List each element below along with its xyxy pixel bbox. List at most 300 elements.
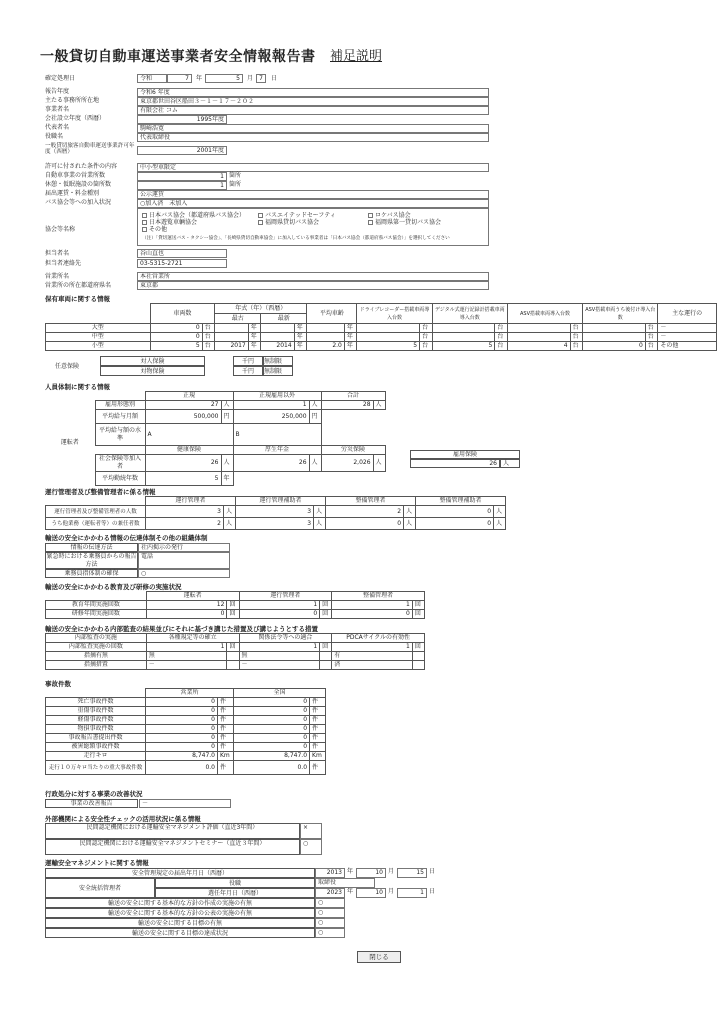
audit-dropdown[interactable]	[227, 652, 239, 661]
external-heading: 外部機関による安全性チェックの活用状況に係る情報	[45, 815, 201, 823]
unit: 人	[224, 506, 236, 518]
vehicle-cell[interactable]	[261, 333, 294, 342]
basic-label: バス協会等への加入状況	[45, 199, 112, 206]
close-button[interactable]: 閉じる	[357, 951, 401, 963]
unit: 台	[495, 324, 508, 333]
basic-label: 休憩・仮眠施設の箇所数	[45, 181, 112, 188]
edu-row-label: 研修年間実施回数	[46, 610, 147, 619]
staff-cell[interactable]: 28	[321, 401, 373, 410]
insurance-option[interactable]: 無制限	[263, 366, 293, 376]
vehicle-cell[interactable]	[432, 324, 495, 333]
staff-cell[interactable]: 250,000	[233, 410, 309, 424]
basic-label: 報告年度	[45, 88, 70, 95]
basic-field[interactable]: 令和6 年度	[137, 88, 489, 97]
mgr-col: 運行管理補助者	[236, 497, 326, 506]
safety-month[interactable]: 10	[356, 888, 386, 898]
vehicle-cell[interactable]: その他	[658, 342, 717, 351]
comm-label: 緊急時における乗務員からの報告方法	[46, 553, 137, 568]
assoc-item[interactable]: 福岡県第一貸切バス協会	[375, 219, 442, 226]
safety-day[interactable]: 15	[397, 868, 427, 878]
mgr-cell[interactable]: 2	[326, 506, 404, 518]
unit: 年	[221, 472, 233, 486]
assoc-item[interactable]: 福岡県貸切バス協会	[265, 219, 320, 226]
audit-cell[interactable]: －	[239, 661, 320, 670]
acc-row-label: 被害総額事故件数	[46, 743, 146, 752]
insurance-kind: 対人保険	[100, 356, 205, 366]
unit: 月	[388, 888, 395, 895]
audit-dropdown[interactable]	[412, 661, 424, 670]
unit: 円	[221, 410, 233, 424]
page-title: 一般貸切自動車運送事業者安全情報報告書	[40, 49, 316, 65]
unit: 台	[570, 342, 583, 351]
basic-label: 届出運賃・料金種別	[45, 190, 100, 197]
unit: 人	[309, 401, 321, 410]
unit: 台	[645, 333, 658, 342]
unit: 台	[202, 342, 215, 351]
comm-select[interactable]: ○	[138, 569, 230, 578]
basic-label: 自動車事業の営業所数	[45, 172, 106, 179]
unit: 人	[221, 455, 233, 472]
basic-field[interactable]: 公示運賃	[137, 190, 489, 199]
contact-name-label: 担当者名	[45, 250, 70, 257]
audit-cell[interactable]: 1	[332, 643, 413, 652]
acc-cell[interactable]: 0	[234, 734, 310, 743]
basic-field[interactable]: 2001年度	[137, 146, 227, 155]
unit: 台	[420, 333, 433, 342]
unit: 回	[320, 601, 332, 610]
safety-policy-label: 輸送の安全に関する目標の達成状況	[45, 928, 315, 938]
safety-policy-label: 輸送の安全に関する基本的な方針の公表の実施の有無	[45, 908, 315, 918]
vehicle-cell[interactable]	[261, 324, 294, 333]
staff-driver-label: 運転者	[60, 439, 79, 446]
basic-field[interactable]: 有限会社 コム	[137, 106, 489, 115]
basic-label: 役職名	[45, 133, 64, 140]
audit-col: PDCAサイクルの有効性	[332, 634, 425, 643]
vehicle-cell[interactable]: 2017	[215, 342, 248, 351]
col-dg: デジタル式運行記録計搭載車両導入台数	[432, 304, 507, 324]
acc-cell[interactable]: 0.0	[146, 761, 218, 775]
unit: 回	[227, 601, 239, 610]
unit: 人	[404, 506, 416, 518]
audit-row-label: 指摘措置	[46, 661, 147, 670]
external-row-label: 民間認定機関における運輸安全マネジメントセミナー（直近３年間）	[45, 839, 300, 855]
vehicle-cell[interactable]: －	[658, 333, 717, 342]
edu-table	[45, 591, 425, 619]
safety-month[interactable]: 10	[356, 868, 386, 878]
acc-cell[interactable]: 0	[234, 743, 310, 752]
safety-row-label: 役職	[155, 878, 315, 888]
col-newest: 最新	[261, 314, 307, 324]
basic-label: 事業者名	[45, 106, 70, 113]
basic-field[interactable]: 1	[137, 181, 227, 190]
acc-cell[interactable]: 8,747.0	[234, 752, 310, 761]
unit: 回	[227, 610, 239, 619]
unit: Km	[218, 752, 234, 761]
staff-cell[interactable]: 2,026	[321, 455, 373, 472]
office-name[interactable]: 本社営業所	[137, 272, 489, 281]
unit: 年	[347, 888, 354, 895]
acc-row-label: 走行１０万キロ当たりの重大事故件数	[46, 761, 146, 775]
confirm-era[interactable]: 令和	[137, 74, 167, 83]
basic-label: 一般貸切旅客自動車運送事業許可年度（西暦）	[45, 143, 135, 156]
comm-label: 情報の伝達方法	[45, 543, 138, 552]
mgr-cell[interactable]: 0	[416, 506, 494, 518]
unit: 台	[645, 324, 658, 333]
unit: 人	[494, 506, 506, 518]
vehicle-cell: 小型	[46, 342, 151, 351]
vehicle-cell[interactable]	[215, 324, 248, 333]
unit: 台	[420, 342, 433, 351]
vehicle-cell[interactable]: 4	[507, 342, 570, 351]
unit: 人	[314, 506, 326, 518]
safety-year[interactable]: 2023	[315, 888, 345, 898]
mgr-col: 運行管理者	[146, 497, 236, 506]
comm-select[interactable]: 電話	[138, 552, 230, 569]
unit: 人	[224, 518, 236, 530]
staff-row-label: 平均給与額の水準	[95, 424, 145, 446]
unit: 台	[495, 333, 508, 342]
vehicle-cell[interactable]: 0	[150, 324, 202, 333]
vehicle-cell[interactable]	[307, 324, 345, 333]
unit: 日	[429, 888, 436, 895]
mgr-col: 整備管理者	[326, 497, 416, 506]
mgr-col: 整備管理補助者	[416, 497, 506, 506]
unit: 台	[570, 324, 583, 333]
vehicle-cell[interactable]: 0	[150, 333, 202, 342]
safety-policy-select[interactable]: ○	[315, 908, 345, 918]
insurance-unit: 千円	[233, 366, 263, 376]
unit: 回	[412, 610, 424, 619]
acc-col: 営業所	[146, 689, 234, 698]
acc-cell[interactable]: 0	[146, 716, 218, 725]
staff-cell[interactable]: 26	[145, 455, 221, 472]
audit-dropdown[interactable]	[320, 661, 332, 670]
vehicle-cell[interactable]: －	[658, 324, 717, 333]
vehicle-cell: 中型	[46, 333, 151, 342]
staff-cell[interactable]: 27	[145, 401, 221, 410]
acc-row-label: 軽傷事故件数	[46, 716, 146, 725]
staff-cell[interactable]: 1	[233, 401, 309, 410]
acc-cell[interactable]: 0	[234, 716, 310, 725]
insurance-option[interactable]: 無制限	[263, 356, 293, 366]
edu-cell[interactable]: 1	[332, 601, 413, 610]
audit-sublabel: 内部監査の実施	[46, 634, 147, 643]
acc-cell[interactable]: 0.0	[234, 761, 310, 775]
vehicle-cell[interactable]	[432, 333, 495, 342]
office-pref[interactable]: 東京都	[137, 281, 489, 290]
vehicle-cell[interactable]: 2014	[261, 342, 294, 351]
basic-field[interactable]: 東京都世田谷区船田３－１－１７－２０２	[137, 97, 489, 106]
unit: 回	[412, 643, 424, 652]
basic-label: 会社設立年度（西暦）	[45, 115, 106, 122]
unit: 件	[310, 707, 326, 716]
unit: 人	[314, 518, 326, 530]
unit: 人	[404, 518, 416, 530]
comm-label: 乗務員指体制の確保	[45, 569, 138, 578]
vehicle-cell[interactable]	[215, 333, 248, 342]
unit: 件	[218, 743, 234, 752]
acc-cell[interactable]: 0	[146, 707, 218, 716]
basic-label: 代表者名	[45, 124, 70, 131]
unit: 回	[227, 643, 239, 652]
vehicle-cell[interactable]: 2.0	[307, 342, 345, 351]
unit: 日	[429, 868, 436, 875]
admin-select[interactable]: －	[139, 799, 231, 808]
staff-cell[interactable]: 500,000	[145, 410, 221, 424]
col-year: 年式（年）（西暦）	[215, 304, 307, 314]
assoc-item[interactable]: その他	[149, 226, 168, 233]
insurance-label: 任意保険	[55, 363, 80, 370]
unit: 回	[412, 601, 424, 610]
assoc-item[interactable]: 日本バス協会（都道府県バス協会）	[149, 212, 246, 219]
assoc-label: 協会等名称	[45, 226, 76, 233]
acc-cell[interactable]: 0	[234, 698, 310, 707]
unit: 年	[347, 868, 354, 875]
edu-cell[interactable]: 1	[239, 601, 320, 610]
confirm-month-unit: 月	[247, 75, 254, 82]
comm-heading: 輸送の安全にかかわる情報の伝達体制その他の組織体制	[45, 534, 208, 542]
vehicles-table	[45, 303, 717, 351]
unit: 月	[388, 868, 395, 875]
unit: 件	[218, 761, 234, 775]
audit-cell[interactable]: 1	[239, 643, 320, 652]
insurance-kind: 対物保険	[100, 366, 205, 376]
confirm-day-unit: 日	[271, 75, 278, 82]
assoc-note: （注）「貸切運送バス・タクシー協会」、「長崎県貸切自動車協会」に加入している事業者は「日本バス協会（都道府県バス協会）」を選択してください	[142, 236, 450, 241]
unit: 台	[202, 324, 215, 333]
staff-cell[interactable]: 5	[145, 472, 221, 486]
contact-name[interactable]: 谷山直也	[137, 249, 227, 258]
unit: 人	[500, 459, 520, 468]
accident-table	[45, 688, 326, 775]
edu-cell[interactable]: 0	[146, 610, 227, 619]
unit: 年	[294, 342, 307, 351]
staff-row-label: 平均給与月額	[95, 410, 145, 424]
unit: Km	[310, 752, 326, 761]
acc-cell[interactable]: 0	[146, 698, 218, 707]
vehicle-cell[interactable]	[507, 324, 570, 333]
edu-cell[interactable]: 12	[146, 601, 227, 610]
audit-cell[interactable]: 無	[239, 652, 320, 661]
ins-col: 厚生年金	[233, 446, 321, 455]
audit-row-label: 指摘有無	[46, 652, 147, 661]
unit: 円	[309, 410, 321, 424]
audit-cell[interactable]: 有	[332, 652, 413, 661]
office-name-label: 営業所名	[45, 273, 70, 280]
mgr-row-label: 運行管理者及び整備管理者の人数	[46, 506, 146, 518]
acc-cell[interactable]: 0	[146, 743, 218, 752]
assoc-item[interactable]: ロケバス協会	[375, 212, 411, 219]
basic-label: 主たる事務所所在地	[45, 97, 100, 104]
safety-day[interactable]: 1	[397, 888, 427, 898]
edu-cell[interactable]: 0	[239, 610, 320, 619]
vehicle-cell[interactable]	[583, 333, 646, 342]
acc-row-label: 死亡事故件数	[46, 698, 146, 707]
acc-row-label: 物損事故件数	[46, 725, 146, 734]
vehicles-heading: 保有車両に関する情報	[45, 295, 110, 303]
mgr-cell[interactable]: 3	[236, 518, 314, 530]
vehicle-cell[interactable]: 5	[150, 342, 202, 351]
safety-role[interactable]: 取締役	[315, 878, 375, 888]
vehicle-cell[interactable]	[507, 333, 570, 342]
accident-heading: 事故件数	[45, 680, 71, 688]
col-dr: ドライブレコーダー搭載車両導入台数	[357, 304, 432, 324]
unit: 年	[248, 324, 261, 333]
basic-label: 許可に付された条件の内容	[45, 163, 118, 170]
edu-col: 運転者	[146, 592, 239, 601]
acc-row-label: 事故報告書提出件数	[46, 734, 146, 743]
mgr-table	[45, 496, 506, 530]
unit: 年	[344, 333, 357, 342]
basic-field[interactable]: 駒崎浩寛	[137, 124, 489, 133]
unit: 年	[248, 333, 261, 342]
edu-cell[interactable]: 0	[332, 610, 413, 619]
safety-policy-select[interactable]: ○	[315, 928, 345, 938]
audit-heading: 輸送の安全にかかわる内部監査の結果並びにそれに基づき講じた措置及び講じようとする措置	[45, 625, 318, 633]
staff-col-nonregular: 正規雇用以外	[233, 392, 321, 401]
confirm-day[interactable]: 7	[256, 74, 266, 83]
unit: 回	[320, 610, 332, 619]
edu-col: 整備管理者	[332, 592, 425, 601]
basic-field[interactable]: 中小型車限定	[137, 163, 489, 172]
col-oldest: 最古	[215, 314, 261, 324]
staff-cell[interactable]: 26	[233, 455, 309, 472]
vehicle-cell[interactable]	[357, 333, 420, 342]
unit: 年	[248, 342, 261, 351]
mgr-cell[interactable]: 0	[326, 518, 404, 530]
audit-dropdown[interactable]	[320, 652, 332, 661]
staff-col-total: 合計	[321, 392, 385, 401]
mgr-cell[interactable]: 0	[416, 518, 494, 530]
vehicle-cell[interactable]: 5	[432, 342, 495, 351]
vehicle-cell[interactable]	[307, 333, 345, 342]
vehicle-cell: 大型	[46, 324, 151, 333]
vehicle-cell[interactable]	[357, 324, 420, 333]
ins-col: 健康保険	[145, 446, 233, 455]
audit-cell[interactable]: －	[146, 661, 227, 670]
confirm-year[interactable]: 7	[167, 74, 192, 83]
unit: 回	[320, 643, 332, 652]
safety-policy-select[interactable]: ○	[315, 918, 345, 928]
unit: 台	[202, 333, 215, 342]
external-select[interactable]: ×	[300, 823, 322, 839]
audit-col: 関係法令等への適合	[239, 634, 332, 643]
unit: 件	[310, 734, 326, 743]
staff-table	[45, 391, 386, 486]
audit-cell[interactable]: 無	[146, 652, 227, 661]
mgr-heading: 運行管理者及び整備管理者に係る情報	[45, 488, 156, 496]
basic-field[interactable]: 1995年度	[137, 115, 227, 124]
assoc-item[interactable]: 日本遊覧車輌協会	[149, 219, 198, 226]
edu-heading: 輸送の安全にかかわる教育及び研修の実施状況	[45, 583, 182, 591]
page-subtitle: 補足説明	[330, 49, 383, 64]
acc-cell[interactable]: 0	[234, 707, 310, 716]
acc-cell[interactable]: 8,747.0	[146, 752, 218, 761]
external-select[interactable]: ○	[300, 839, 322, 855]
vehicle-cell[interactable]	[583, 324, 646, 333]
basic-unit: 箇所	[229, 172, 242, 179]
staff-row-label: 雇用形態別	[95, 401, 145, 410]
safety-heading: 運輸安全マネジメントに関する情報	[45, 859, 149, 867]
staff-select[interactable]: B	[233, 424, 321, 446]
col-asv: ASV搭載車両導入台数	[507, 304, 582, 324]
basic-field[interactable]: 1	[137, 172, 227, 181]
unit: 人	[373, 455, 385, 472]
office-pref-label: 営業所の所在都道府県名	[45, 282, 112, 289]
staff-row-label: 社会保険等加入者	[95, 455, 145, 472]
audit-dropdown[interactable]	[227, 661, 239, 670]
safety-row-label: 安全管理規定の届出年月日（西暦）	[45, 868, 315, 878]
col-main: 主な運行の	[658, 304, 717, 324]
unit: 台	[570, 333, 583, 342]
unit: 年	[344, 342, 357, 351]
comm-select[interactable]: 社内掲示の発行	[138, 543, 230, 552]
acc-row-label: 重傷事故件数	[46, 707, 146, 716]
assoc-item[interactable]: バスエイテッドセーフティ	[265, 212, 336, 219]
basic-field[interactable]: 代表取締役	[137, 133, 489, 142]
acc-cell[interactable]: 0	[146, 725, 218, 734]
unit: 件	[310, 725, 326, 734]
acc-cell[interactable]: 0	[146, 734, 218, 743]
acc-cell[interactable]: 0	[234, 725, 310, 734]
mgr-cell[interactable]: 3	[146, 506, 224, 518]
unit: 人	[221, 401, 233, 410]
acc-row-label: 走行キロ	[46, 752, 146, 761]
contact-tel-label: 担当者連絡先	[45, 260, 82, 267]
contact-tel[interactable]: 03-5315-2721	[137, 259, 227, 268]
assoc-box	[137, 208, 489, 246]
basic-field[interactable]: ○加入済 未加入	[137, 199, 489, 208]
safety-year[interactable]: 2013	[315, 868, 345, 878]
mgr-cell[interactable]: 3	[236, 506, 314, 518]
staff-col-regular: 正規	[145, 392, 233, 401]
safety-policy-label: 輸送の安全に関する目標の有無	[45, 918, 315, 928]
confirm-month[interactable]: 5	[205, 74, 243, 83]
audit-cell[interactable]: 1	[146, 643, 227, 652]
ins-col: 労災保険	[321, 446, 385, 455]
unit: 件	[218, 707, 234, 716]
edu-row-label: 教育年間実施回数	[46, 601, 147, 610]
audit-table	[45, 633, 425, 670]
audit-col: 各種規定等の確立	[146, 634, 239, 643]
unit: 人	[373, 401, 385, 410]
safety-policy-select[interactable]: ○	[315, 898, 345, 908]
mgr-cell[interactable]: 2	[146, 518, 224, 530]
unit: 件	[218, 698, 234, 707]
col-asv2: ASV搭載車両うち後付け導入台数	[583, 304, 658, 324]
unit: 件	[218, 734, 234, 743]
safety-row-label: 選任年月日（西暦）	[155, 888, 315, 898]
confirm-year-unit: 年	[196, 75, 203, 82]
staff-row-label: 平均勤続年数	[95, 472, 145, 486]
staff-select[interactable]: A	[145, 424, 233, 446]
edu-col: 運行管理者	[239, 592, 332, 601]
staff-heading: 人員体制に関する情報	[45, 383, 110, 391]
unit: 台	[495, 342, 508, 351]
unit: 件	[310, 761, 326, 775]
admin-heading: 行政処分に対する事業の改善状況	[45, 790, 143, 798]
unit: 件	[310, 698, 326, 707]
acc-col: 全国	[234, 689, 326, 698]
audit-dropdown[interactable]	[412, 652, 424, 661]
safety-mgr-label: 安全統括管理者	[45, 878, 155, 898]
insurance-unit: 千円	[233, 356, 263, 366]
vehicle-cell[interactable]: 5	[357, 342, 420, 351]
vehicle-cell[interactable]: 0	[583, 342, 646, 351]
confirm-label: 確定処理日	[45, 75, 76, 82]
audit-cell[interactable]: 済	[332, 661, 413, 670]
staff-cell[interactable]: 26	[410, 459, 500, 468]
